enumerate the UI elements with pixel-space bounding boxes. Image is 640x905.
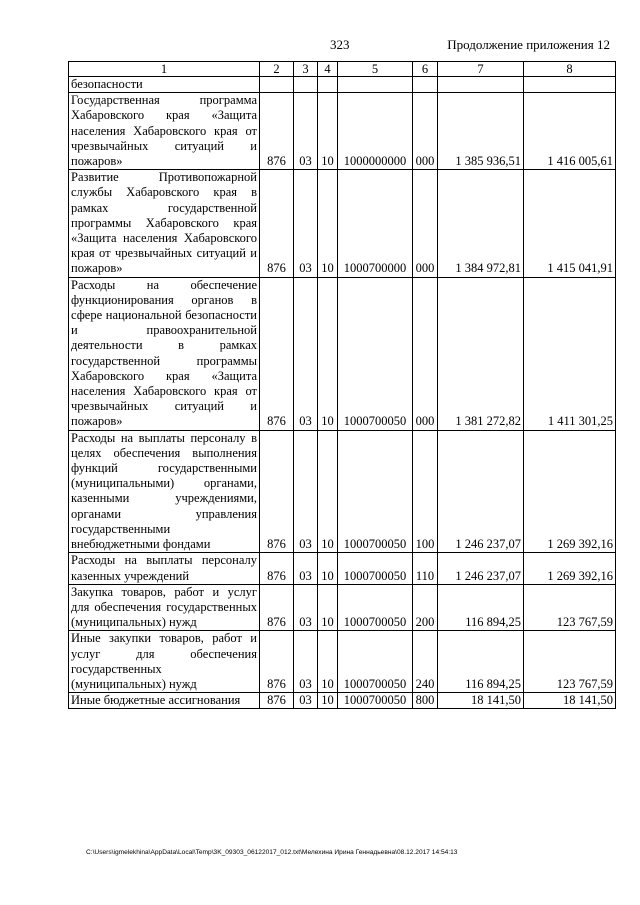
- row-name: Расходы на выплаты персоналу в целях обеспечения выполнения функций государственными (муниципальными) органами, казенными учреждениями, органами управления государственными внебюджетными фондами: [69, 430, 260, 553]
- cell-c7: [438, 77, 524, 93]
- cell-c3: 03: [294, 553, 318, 584]
- cell-c7: 1 246 237,07: [438, 430, 524, 553]
- row-name: Иные бюджетные ассигнования: [69, 693, 260, 709]
- table-row: [69, 430, 616, 553]
- cell-c2: 876: [260, 584, 294, 631]
- table-row: [69, 553, 616, 584]
- cell-c8: 123 767,59: [524, 584, 616, 631]
- cell-c3: 03: [294, 631, 318, 693]
- column-header: 8: [524, 62, 616, 77]
- cell-c4: 10: [318, 93, 338, 170]
- column-header: 4: [318, 62, 338, 77]
- cell-c6: 110: [413, 553, 438, 584]
- budget-table: [68, 61, 616, 709]
- cell-c3: 03: [294, 584, 318, 631]
- cell-c4: 10: [318, 277, 338, 430]
- column-header: 5: [338, 62, 413, 77]
- table-row: [69, 693, 616, 709]
- cell-c7: 1 384 972,81: [438, 170, 524, 277]
- cell-c7: 1 385 936,51: [438, 93, 524, 170]
- cell-c5: 1000700000: [338, 170, 413, 277]
- row-name: Иные закупки товаров, работ и услуг для обеспечения государственных (муниципальных) нужд: [69, 631, 260, 693]
- row-name: Государственная программа Хабаровского края «Защита населения Хабаровского края от чрезвычайных ситуаций и пожаров»: [69, 93, 260, 170]
- cell-c4: [318, 77, 338, 93]
- cell-c2: 876: [260, 430, 294, 553]
- cell-c5: 1000700050: [338, 693, 413, 709]
- cell-c7: 116 894,25: [438, 584, 524, 631]
- cell-c6: 800: [413, 693, 438, 709]
- cell-c6: 240: [413, 631, 438, 693]
- cell-c2: 876: [260, 93, 294, 170]
- cell-c5: [338, 77, 413, 93]
- cell-c2: 876: [260, 693, 294, 709]
- column-header: 3: [294, 62, 318, 77]
- cell-c7: 1 246 237,07: [438, 553, 524, 584]
- cell-c4: 10: [318, 430, 338, 553]
- cell-c6: 000: [413, 170, 438, 277]
- cell-c2: 876: [260, 553, 294, 584]
- cell-c2: [260, 77, 294, 93]
- cell-c5: 1000700050: [338, 277, 413, 430]
- cell-c6: 000: [413, 277, 438, 430]
- cell-c2: 876: [260, 277, 294, 430]
- file-path-footer: C:\Users\igmelekhina\AppData\Local\Temp\3K_09303_06122017_012.txt\Мелехина Ирина Геннадьевна\08.12.2017 14:54:13: [86, 849, 458, 856]
- cell-c5: 1000700050: [338, 584, 413, 631]
- cell-c4: 10: [318, 553, 338, 584]
- table-row: [69, 584, 616, 631]
- cell-c6: 100: [413, 430, 438, 553]
- appendix-caption: Продолжение приложения 12: [447, 37, 610, 52]
- column-header: 1: [69, 62, 260, 77]
- column-header: 7: [438, 62, 524, 77]
- cell-c2: 876: [260, 631, 294, 693]
- page-number: 323: [330, 37, 350, 52]
- column-header: 6: [413, 62, 438, 77]
- cell-c7: 116 894,25: [438, 631, 524, 693]
- cell-c5: 1000700050: [338, 631, 413, 693]
- table-row: [69, 93, 616, 170]
- table-row: [69, 631, 616, 693]
- cell-c8: 1 416 005,61: [524, 93, 616, 170]
- cell-c3: [294, 77, 318, 93]
- row-name: безопасности: [69, 77, 260, 93]
- cell-c3: 03: [294, 170, 318, 277]
- cell-c8: 1 269 392,16: [524, 430, 616, 553]
- row-name: Закупка товаров, работ и услуг для обеспечения государственных (муниципальных) нужд: [69, 584, 260, 631]
- cell-c8: 1 269 392,16: [524, 553, 616, 584]
- table-row: [69, 77, 616, 93]
- cell-c7: 18 141,50: [438, 693, 524, 709]
- cell-c3: 03: [294, 277, 318, 430]
- column-header: 2: [260, 62, 294, 77]
- cell-c6: 000: [413, 93, 438, 170]
- cell-c4: 10: [318, 170, 338, 277]
- cell-c8: 18 141,50: [524, 693, 616, 709]
- cell-c4: 10: [318, 693, 338, 709]
- cell-c5: 1000700050: [338, 430, 413, 553]
- header-row: [69, 62, 616, 77]
- cell-c2: 876: [260, 170, 294, 277]
- cell-c6: [413, 77, 438, 93]
- row-name: Развитие Противопожарной службы Хабаровского края в рамках государственной программы Хабаровского края «Защита населения Хабаровского края от чрезвычайных ситуаций и пожаров»: [69, 170, 260, 277]
- cell-c4: 10: [318, 631, 338, 693]
- table-row: [69, 170, 616, 277]
- cell-c8: 123 767,59: [524, 631, 616, 693]
- row-name: Расходы на обеспечение функционирования органов в сфере национальной безопасности и правоохранительной деятельности в рамках государственной программы Хабаровского края «Защита населения Хабаровского края от чрезвычайных ситуаций и пожаров»: [69, 277, 260, 430]
- cell-c8: [524, 77, 616, 93]
- table-row: [69, 277, 616, 430]
- cell-c7: 1 381 272,82: [438, 277, 524, 430]
- cell-c5: 1000000000: [338, 93, 413, 170]
- cell-c8: 1 411 301,25: [524, 277, 616, 430]
- row-name: Расходы на выплаты персоналу казенных учреждений: [69, 553, 260, 584]
- cell-c8: 1 415 041,91: [524, 170, 616, 277]
- cell-c3: 03: [294, 93, 318, 170]
- cell-c5: 1000700050: [338, 553, 413, 584]
- cell-c4: 10: [318, 584, 338, 631]
- cell-c3: 03: [294, 693, 318, 709]
- cell-c3: 03: [294, 430, 318, 553]
- cell-c6: 200: [413, 584, 438, 631]
